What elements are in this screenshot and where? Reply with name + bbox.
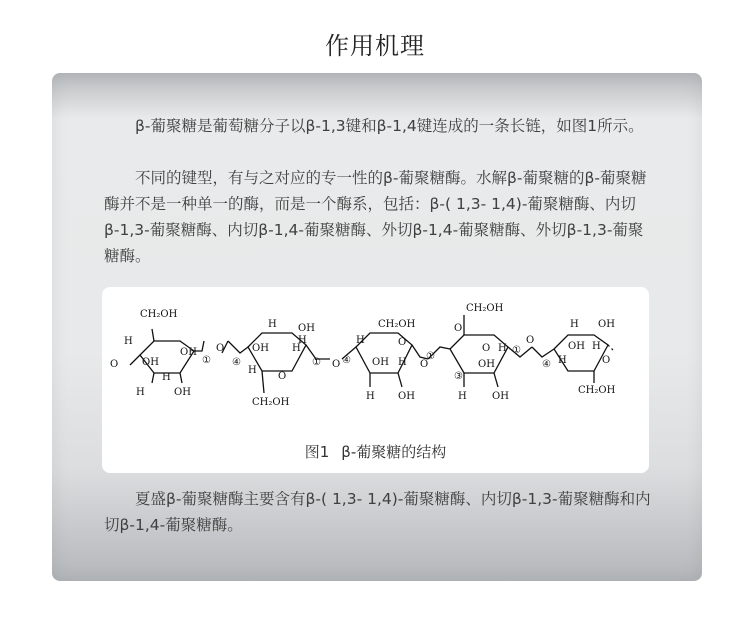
svg-text:H: H (162, 372, 171, 383)
svg-text:H: H (248, 365, 257, 376)
svg-text:CH₂OH: CH₂OH (378, 319, 416, 330)
svg-text:O: O (110, 359, 119, 370)
svg-text:①: ① (202, 355, 211, 366)
svg-text:H: H (124, 336, 133, 347)
svg-text:H: H (292, 343, 301, 354)
svg-text:H: H (570, 319, 579, 330)
svg-text:H: H (498, 343, 507, 354)
svg-text:H: H (298, 335, 307, 346)
page-title: 作用机理 (325, 32, 425, 60)
svg-text:CH₂OH: CH₂OH (466, 303, 504, 314)
svg-text:CH₂OH: CH₂OH (252, 397, 290, 408)
svg-text:H: H (136, 387, 145, 398)
figure-number: 图1 (304, 443, 330, 461)
svg-text:OH: OH (174, 387, 191, 398)
svg-text:H: H (268, 319, 277, 330)
beta-glucan-structure-diagram (102, 287, 649, 437)
paragraph-structure: β-葡聚糖是葡萄糖分子以β-1,3键和β-1,4键连成的一条长链，如图1所示。 (135, 117, 644, 135)
svg-text:OH: OH (478, 359, 495, 370)
content-panel (52, 73, 702, 581)
svg-text:O: O (482, 343, 491, 354)
svg-text:OH: OH (252, 343, 269, 354)
svg-text:③: ③ (454, 371, 463, 382)
figure-caption-text: β-葡聚糖的结构 (341, 443, 447, 461)
svg-text:H: H (356, 335, 365, 346)
svg-text:O: O (398, 337, 407, 348)
paragraph-enzymes: 不同的键型，有与之对应的专一性的β-葡聚糖酶。水解β-葡聚糖的β-葡聚糖酶并不是一种单一的酶，而是一个酶系，包括：β-( 1,3- 1,4)-葡聚糖酶、内切β-1,3-葡聚糖酶、内切β-1,4-葡聚糖酶、外切β-1,4-葡聚糖酶、外切β-1,3-葡聚糖酶。 (104, 169, 647, 265)
svg-text:OH: OH (398, 391, 415, 402)
figure-caption (102, 441, 649, 462)
svg-text:O: O (332, 359, 341, 370)
svg-text:O: O (602, 355, 611, 366)
svg-text:OH: OH (298, 323, 315, 334)
svg-text:④: ④ (542, 359, 551, 370)
svg-text:①: ① (512, 345, 521, 356)
svg-text:O: O (420, 359, 429, 370)
svg-text:H: H (458, 391, 467, 402)
svg-text:H: H (592, 341, 601, 352)
svg-text:O: O (278, 371, 287, 382)
svg-text:O: O (526, 335, 535, 346)
svg-text:H: H (366, 391, 375, 402)
svg-text:CH₂OH: CH₂OH (578, 385, 616, 396)
svg-text:O: O (454, 323, 463, 334)
paragraph-product: 夏盛β-葡聚糖酶主要含有β-( 1,3- 1,4)-葡聚糖酶、内切β-1,3-葡聚糖酶和内切β-1,4-葡聚糖酶。 (104, 490, 651, 534)
svg-text:OH: OH (598, 319, 615, 330)
svg-text:OH: OH (372, 357, 389, 368)
svg-text:H: H (558, 355, 567, 366)
svg-text:H: H (398, 357, 407, 368)
svg-text:④: ④ (342, 355, 351, 366)
svg-text:④: ④ (232, 357, 241, 368)
svg-text:OH: OH (568, 341, 585, 352)
svg-text:①: ① (312, 357, 321, 368)
svg-text:CH₂OH: CH₂OH (140, 309, 178, 320)
svg-text:①: ① (426, 351, 435, 362)
svg-text:O: O (216, 343, 225, 354)
svg-text:OH: OH (142, 357, 159, 368)
svg-text:OH: OH (492, 391, 509, 402)
svg-text:OH: OH (180, 347, 197, 358)
figure-card (102, 287, 649, 473)
